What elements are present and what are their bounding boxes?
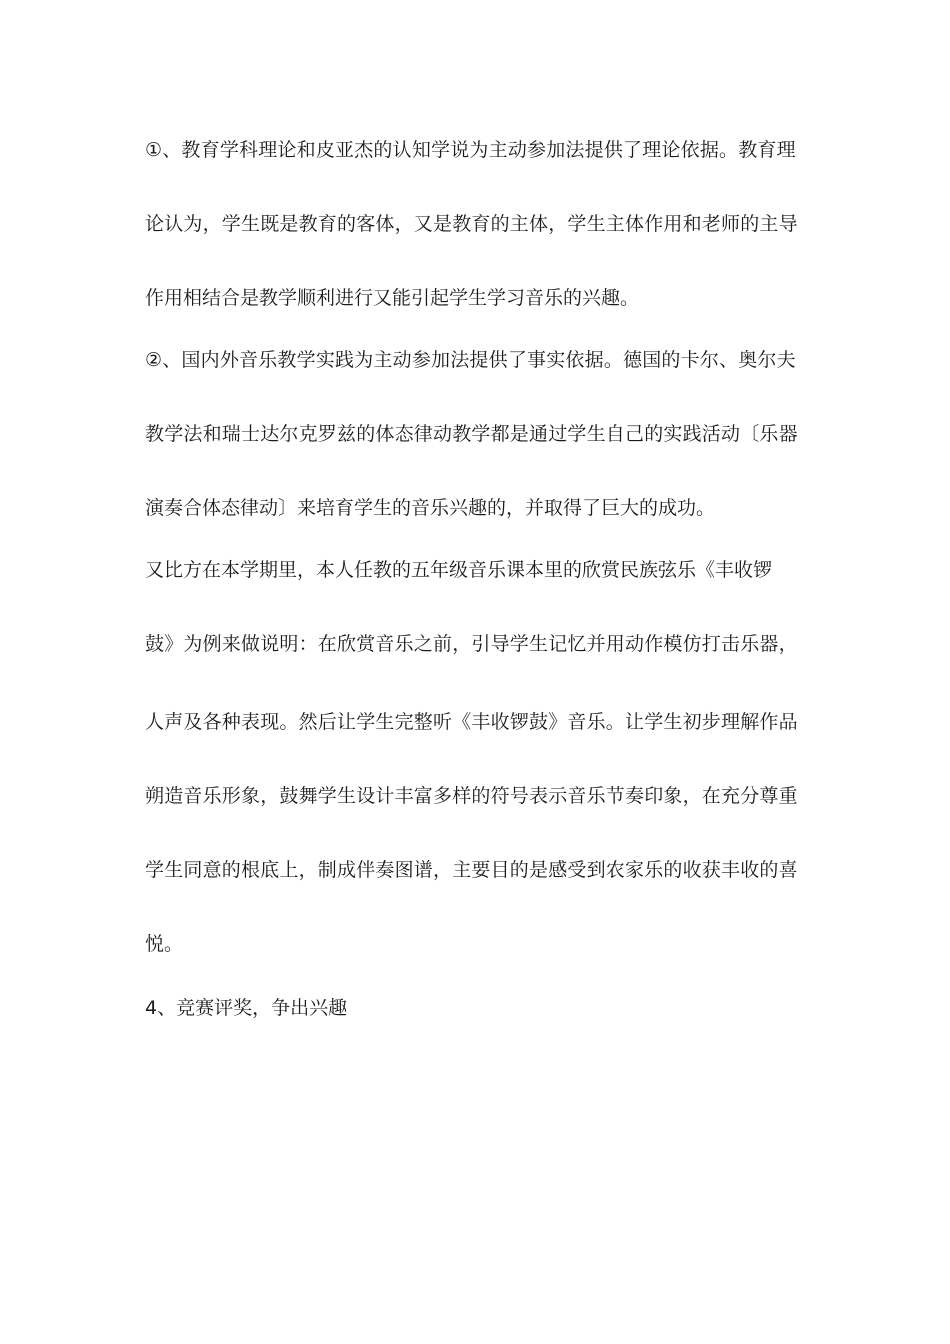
- paragraph-3-line-1: 又比方在本学期里，本人任教的五年级音乐课本里的欣赏民族弦乐《丰收锣: [145, 559, 773, 581]
- paragraph-1-line-3: 作用相结合是教学顺利进行又能引起学生学习音乐的兴趣。: [145, 287, 640, 309]
- paragraph-2-line-3: 演奏合体态律动〕来培育学生的音乐兴趣的，并取得了巨大的成功。: [145, 497, 716, 519]
- paragraph-2-line-2: 教学法和瑞士达尔克罗兹的体态律动教学都是通过学生自己的实践活动〔乐器: [145, 423, 798, 445]
- paragraph-1-line-1: ①、教育学科理论和皮亚杰的认知学说为主动参加法提供了理论依据。教育理: [145, 139, 796, 161]
- paragraph-2-line-1: ②、国内外音乐教学实践为主动参加法提供了事实依据。德国的卡尔、奥尔夫: [145, 349, 796, 371]
- paragraph-3-line-4: 朔造音乐形象，鼓舞学生设计丰富多样的符号表示音乐节奏印象，在充分尊重: [145, 785, 798, 807]
- paragraph-3-line-5: 学生同意的根底上，制成伴奏图谱，主要目的是感受到农家乐的收获丰收的喜: [145, 859, 798, 881]
- paragraph-3-line-2: 鼓》为例来做说明：在欣赏音乐之前，引导学生记忆并用动作模仿打击乐器，: [145, 633, 798, 655]
- paragraph-1-line-2: 论认为，学生既是教育的客体，又是教育的主体，学生主体作用和老师的主导: [145, 213, 798, 235]
- paragraph-3-line-6: 悦。: [145, 933, 184, 955]
- paragraph-3-line-3: 人声及各种表现。然后让学生完整听《丰收锣鼓》音乐。让学生初步理解作品: [145, 711, 798, 733]
- section-heading: 4、竞赛评奖，争出兴趣: [145, 997, 348, 1019]
